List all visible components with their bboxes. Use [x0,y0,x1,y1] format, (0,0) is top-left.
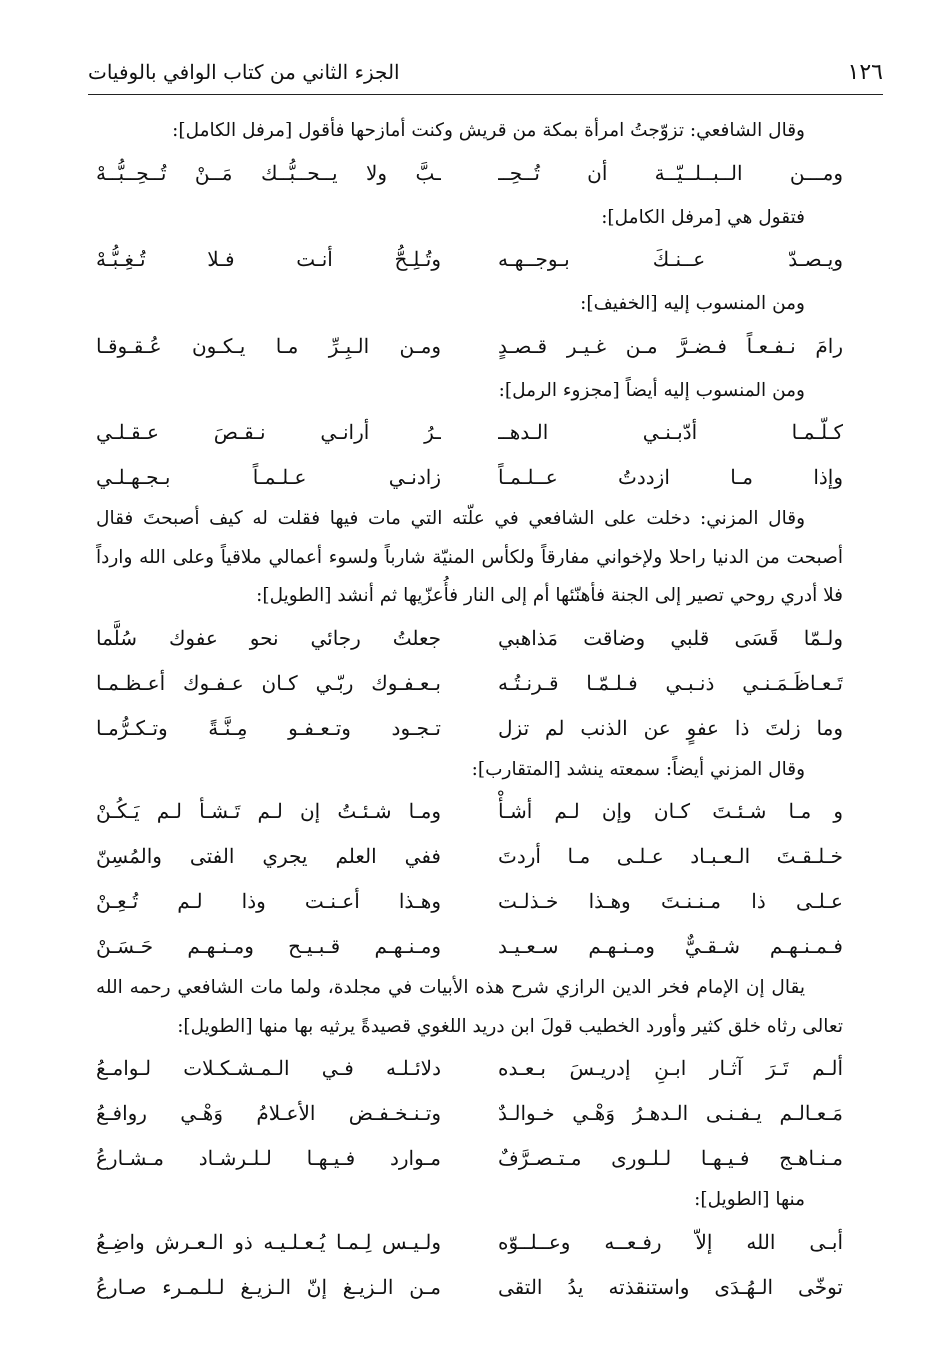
verse-line [96,237,843,282]
page-header [88,50,883,95]
first-hemistich: عـلـى ذا مـنـنـتَ وهـذا خـذلـت [498,889,843,913]
verse-line [96,661,843,706]
verse-line [96,324,843,369]
first-hemistich: توخّى الـهُـدَى واستنقذته يدُ التقى [498,1274,843,1299]
second-hemistich: تـجـود وتـعـفـو مِـنَّـةً وتـكـرُّمـا [96,715,441,740]
running-title: الجزء الثاني من كتاب الوافي بالوفيات [88,60,400,84]
second-hemistich: ـرُ أرانـي نـقـصَ عـقـلـي [96,420,441,444]
second-hemistich: مـن الـزيـغ إنّ الـزيـغ لـلـمـرء صـارعُ [96,1274,441,1299]
verse-line [96,879,843,924]
verse-line [96,1136,843,1181]
first-hemistich: تَـعـاظَـمَـنـي ذنـبـي فـلـمّـا قـرنـتُـه [498,670,843,695]
verse-line [96,1091,843,1136]
first-hemistich: و مـا شـئـتَ كـان وإن لـم أشـأْ [498,799,843,823]
paragraph: وقال المزني: دخلت على الشافعي في علّته التي مات فيها فقلت له كيف أصبحتَ فقال أصبحت من الدنيا راحلا ولإخواني مفارقاً ولكأس المنيّة شارباً ولسوء أعمالي ملاقياً وعلى الله وارداً فلا أدري روحي تصير إلى الجنة فأهنّئها أم إلى النار فأُعزّيها ثم أنشد [الطويل]: [96,508,843,606]
paragraph: ومن المنسوب إليه [الخفيف]: [580,293,805,314]
verse-line [96,151,843,196]
second-hemistich: وتـنـخـفـض الأعـلامُ وَهْـي روافـعُ [96,1101,441,1125]
verse-line [96,924,843,969]
first-hemistich: ولـمّا قَسَى قلبي وضاقت مَذاهبي [498,625,843,650]
paragraph: ومن المنسوب إليه أيضاً [مجزوء الرمل]: [498,379,805,401]
paragraph: يقال إن الإمام فخر الدين الرازي شرح هذه الأبيات في مجلدة، ولما مات الشافعي رحمه الله تعالى رثاه خلق كثير وأورد الخطيب قولَ ابن دريد اللغوي قصيدةً يرثيه بها منها [الطويل]: [96,977,843,1037]
second-hemistich: ومـن الـبِـرِّ مـا يـكـون عُـقـوقـا [96,333,441,358]
first-hemistich: فـمـنـهـم شـقـيٌّ ومـنـهـم سـعـيـد [498,934,843,958]
second-hemistich: ففي العلم يجري الفتى والمُسِنّ [96,844,441,868]
second-hemistich: بـعـفـوك ربّـي كـان عـفـوك أعـظـمـا [96,670,441,695]
verse-line [96,616,843,661]
verse-line [96,706,843,751]
verse-line [96,455,843,500]
first-hemistich: ألـم تَـرَ آثـار ابـنِ إدريـسَ بـعـده [498,1056,843,1080]
first-hemistich: رامَ نـفـعـاً فـضـرَّ مـن غـيـر قـصـدٍ [498,333,843,358]
verse-line [96,789,843,834]
first-hemistich: وما زلتَ ذا عفوٍ عن الذنب لم تزل [498,715,843,740]
verse-line [96,1265,843,1310]
verse-line [96,1046,843,1091]
verse-line [96,1220,843,1265]
paragraph: منها [الطويل]: [694,1189,805,1210]
paragraph: وقال الشافعي: تزوّجتُ امرأة بمكة من قريش وكنت أمازحها فأقول [مرفل الكامل]: [172,120,805,141]
second-hemistich: دلائـلـه فـي الـمـشـكـلات لـوامـعُ [96,1056,441,1080]
first-hemistich: خـلـقـتَ الـعـبـاد عـلـى مـا أردتَ [498,844,843,868]
paragraph: فتقول هي [مرفل الكامل]: [601,206,805,228]
second-hemistich: مـوارد فـيـهـا لـلـرشـاد مـشـارعُ [96,1146,441,1170]
page-body [96,112,843,1310]
second-hemistich: ولـيـس لِـمـا يُـعـلـيـه ذو الـعـرش واضِـعُ [96,1229,441,1254]
page-number: ١٢٦ [847,59,883,85]
first-hemistich: أبـى الله إلاّ رفـعــه وعــلــوّه [498,1229,843,1254]
second-hemistich: وهـذا أعـنـت وذا لـم تُـعِـنْ [96,889,441,913]
first-hemistich: مَـعـالـم يـفـنـى الـدهـرُ وَهْـي خـوالـدٌ [498,1101,843,1125]
second-hemistich: زادنـي عـلـمـاً بـجـهـلـي [96,465,441,489]
second-hemistich: ومـا شـئـتُ إن لـم تَـشـأ لـم يَـكُـنْ [96,799,441,823]
verse-line [96,410,843,455]
verse-line [96,834,843,879]
first-hemistich: كـلّـمـا أدّبـنـي الـدهــ [498,420,843,444]
first-hemistich: مـنـاهـج فـيـهـا لـلـورى مـتـصـرَّفٌ [498,1146,843,1170]
first-hemistich: ويـصـدّ عــنـكَ بـوجــهـه [498,247,843,271]
paragraph: وقال المزني أيضاً: سمعته ينشد [المتقارب]: [471,758,805,780]
first-hemistich: وإذا مـا ازددتُ عــلـمـاً [498,465,843,489]
second-hemistich: جعلتُ رجائي نحو عفوك سُلَّما [96,625,441,650]
second-hemistich: ـبَّ ولا يــحــبُّــك مَــنْ تُــحِــبُّــهْ [96,160,441,185]
first-hemistich: ومـــن الــبــلــيّــة أن تُــحِــ [498,160,843,185]
second-hemistich: وتُـلِـحُّ أنـت فـلا تُـغِـبُّـهْ [96,247,441,271]
second-hemistich: ومـنـهـم قـبـيـح ومـنـهـم حَـسَـنْ [96,934,441,958]
